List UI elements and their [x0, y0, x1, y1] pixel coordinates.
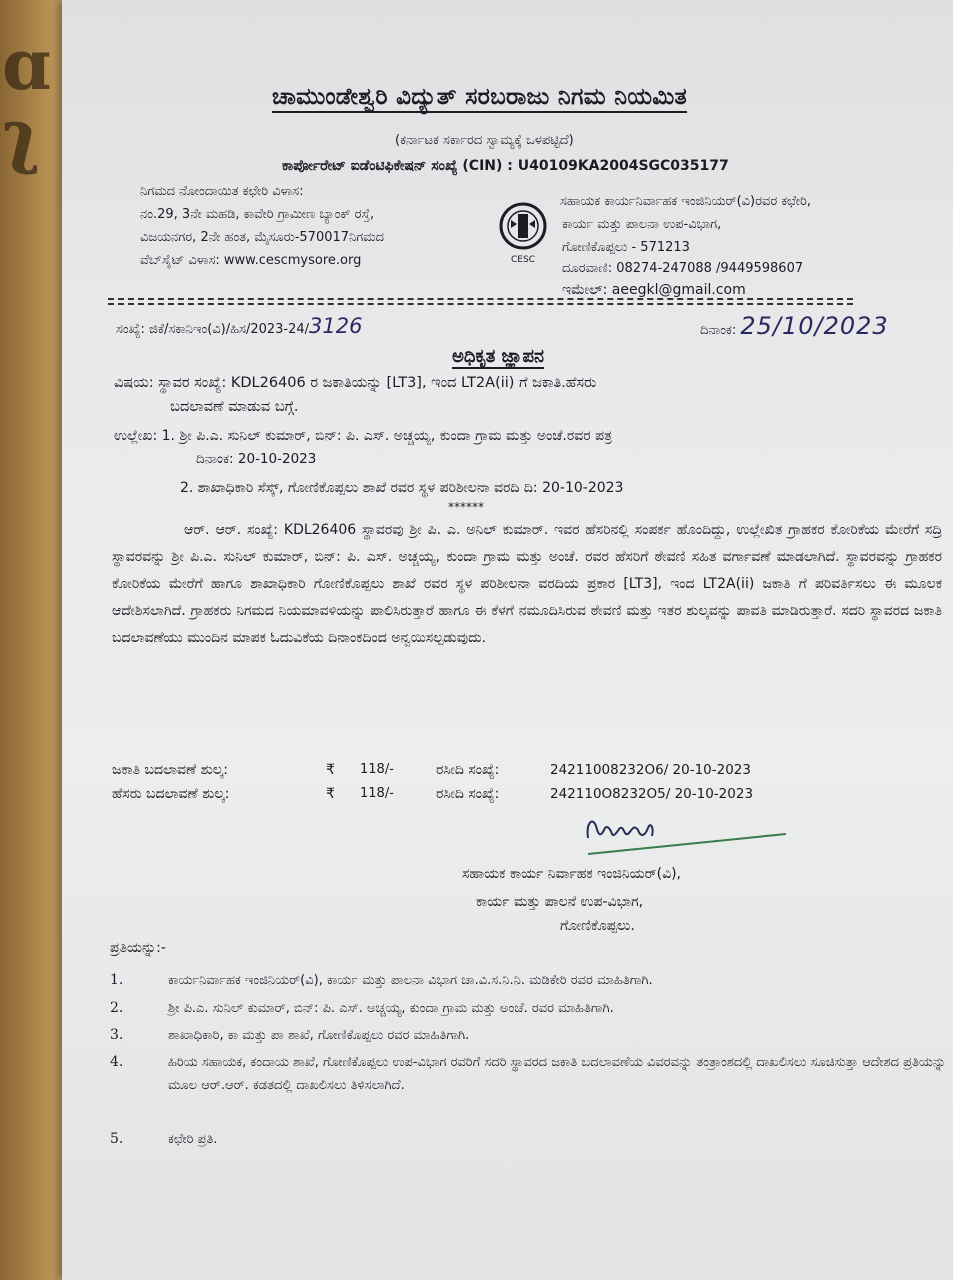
- signature-stroke: [588, 830, 788, 860]
- copy-number: 4.: [110, 1054, 124, 1070]
- memo-heading: ಅಧಿಕೃತ ಜ್ಞಾಪನ: [452, 346, 545, 367]
- header-divider: [108, 298, 853, 300]
- receipt-number: 242110O8232O5/ 20-10-2023: [550, 786, 754, 802]
- copy-number: 5.: [110, 1131, 124, 1147]
- copy-item: [110, 1051, 950, 1123]
- receipt-label: ರಸೀದಿ ಸಂಖ್ಯೆ:: [436, 786, 500, 802]
- cin-line: ಕಾರ್ಪೋರೇಟ್ ಐಡೆಂಟಿಫಿಕೇಷನ್ ಸಂಖ್ಯೆ (CIN) : U40109KA2004SGC035177: [282, 158, 729, 174]
- copy-text: ಕಾರ್ಯನಿರ್ವಾಹಕ ಇಂಜಿನಿಯರ್(ವಿ), ಕಾರ್ಯ ಮತ್ತು ಪಾಲನಾ ವಿಭಾಗ ಚಾ.ವಿ.ಸ.ನಿ.ನಿ. ಮಡಿಕೇರಿ ರವರ ಮಾಹಿತಿಗಾಗಿ.: [168, 973, 653, 988]
- copy-item: [110, 1128, 950, 1152]
- reference-line: 2. ಶಾಖಾಧಿಕಾರಿ ಸೆಸ್ಕ್, ಗೋಣಿಕೊಪ್ಪಲು ಶಾಖೆ ರವರ ಸ್ಥಳ ಪರಿಶೀಲನಾ ವರದಿ ದಿ: 20-10-2023: [180, 480, 624, 496]
- right-address-line: ಸಹಾಯಕ ಕಾರ್ಯನಿರ್ವಾಹಕ ಇಂಜಿನಿಯರ್(ವಿ)ರವರ ಕಛೇರಿ,: [560, 194, 811, 209]
- left-address-line: ನಂ.29, 3ನೇ ಮಹಡಿ, ಕಾವೇರಿ ಗ್ರಾಮೀಣ ಬ್ಯಾಂಕ್ ರಸ್ತೆ,: [140, 207, 375, 222]
- copy-text: ಶ್ರೀ ಪಿ.ಎ. ಸುನಿಲ್ ಕುಮಾರ್, ಬಿನ್: ಪಿ. ಎಸ್. ಅಚ್ಚಯ್ಯ, ಕುಂದಾ ಗ್ರಾಮ ಮತ್ತು ಅಂಚೆ. ರವರ ಮಾಹಿತಿಗಾಗಿ.: [168, 1001, 614, 1016]
- fee-currency: ₹: [326, 762, 335, 778]
- background-surface: [0, 0, 70, 1280]
- right-address-line: ಗೋಣಿಕೊಪ್ಪಲು - 571213: [562, 240, 690, 255]
- background-scribble: ɑ ʅ: [2, 23, 51, 176]
- copies-label: ಪ್ರತಿಯನ್ನು:-: [110, 940, 166, 956]
- fee-amount: 118/-: [360, 762, 394, 777]
- copy-text: ಕಛೇರಿ ಪ್ರತಿ.: [168, 1132, 218, 1147]
- org-subtitle: (ಕರ್ನಾಟಕ ಸರ್ಕಾರದ ಸ್ವಾಮ್ಯಕ್ಕೆ ಒಳಪಟ್ಟಿದೆ): [395, 133, 574, 148]
- cesc-logo: [497, 198, 549, 266]
- signatory-subdivision: ಕಾರ್ಯ ಮತ್ತು ಪಾಲನೆ ಉಪ-ವಿಭಾಗ,: [476, 894, 644, 910]
- copy-number: 3.: [110, 1027, 124, 1043]
- phone-line: ದೂರವಾಣಿ: 08274-247088 /9449598607: [562, 261, 804, 276]
- copy-item: [110, 997, 950, 1021]
- right-address-line: ಕಾರ್ಯ ಮತ್ತು ಪಾಲನಾ ಉಪ-ವಿಭಾಗ,: [562, 217, 722, 232]
- date-handwritten: 25/10/2023: [740, 312, 889, 340]
- reference-line: ಉಲ್ಲೇಖ: 1. ಶ್ರೀ ಪಿ.ಎ. ಸುನಿಲ್ ಕುಮಾರ್, ಬಿನ್: ಪಿ. ಎಸ್. ಅಚ್ಚಯ್ಯ, ಕುಂದಾ ಗ್ರಾಮ ಮತ್ತು ಅಂಚೆ.ರವರ ಪತ್ರ: [114, 428, 613, 444]
- copy-item: [110, 1024, 950, 1048]
- copy-item: [110, 969, 950, 993]
- left-address-line: ನಿಗಮದ ನೋಂದಾಯಿತ ಕಛೇರಿ ವಿಳಾಸ:: [140, 184, 304, 199]
- receipt-label: ರಸೀದಿ ಸಂಖ್ಯೆ:: [436, 762, 500, 778]
- ref-number: [116, 314, 363, 338]
- copy-number: 2.: [110, 1000, 124, 1016]
- date-label: ದಿನಾಂಕ:: [700, 323, 737, 338]
- ref-number-handwritten: 3126: [309, 314, 363, 338]
- copy-number: 1.: [110, 972, 124, 988]
- website-line[interactable]: ವೆಬ್‌ಸೈಟ್ ವಿಳಾಸ: www.cescmysore.org: [140, 253, 362, 268]
- signatory-place: ಗೋಣಿಕೊಪ್ಪಲು.: [560, 918, 635, 934]
- fee-label: ಜಕಾತಿ ಬದಲಾವಣೆ ಶುಲ್ಕ:: [112, 762, 228, 778]
- subject-line: ವಿಷಯ: ಸ್ಥಾವರ ಸಂಖ್ಯೆ: KDL26406 ರ ಜಕಾತಿಯನ್ನು [LT3], ಇಂದ LT2A(ii) ಗೆ ಜಕಾತಿ.ಹೆಸರು: [114, 375, 597, 391]
- org-name: ಚಾಮುಂಡೇಶ್ವರಿ ವಿದ್ಯುತ್ ಸರಬರಾಜು ನಿಗಮ ನಿಯಮಿತ: [272, 84, 687, 113]
- memo-body: ಆರ್. ಆರ್. ಸಂಖ್ಯೆ: KDL26406 ಸ್ಥಾವರವು ಶ್ರೀ ಪಿ. ಎ. ಅನಿಲ್ ಕುಮಾರ್. ಇವರ ಹೆಸರಿನಲ್ಲಿ ಸಂಪರ್ಕ ಹೊಂದಿದ್ದು, ಉಲ್ಲೇಖಿತ ಗ್ರಾಹಕರ ಕೋರಿಕೆಯ ಮೇರೆಗೆ ಸದ್ರಿ ಸ್ಥಾವರವನ್ನು ಶ್ರೀ ಪಿ.ಎ. ಸುನಿಲ್ ಕುಮಾರ್, ಬಿನ್: ಪಿ. ಎಸ್. ಅಚ್ಚಯ್ಯ, ಕುಂದಾ ಗ್ರಾಮ ಮತ್ತು ಅಂಚೆ. ರವರ ಹೆಸರಿಗೆ ಠೇವಣಿ ಸಹಿತ ವರ್ಗಾವಣೆ ಮಾಡಲಾಗಿದೆ. ಸ್ಥಾವರವನ್ನು ಗ್ರಾಹಕರ ಕೋರಿಕೆಯ ಮೇರೆಗೆ ಹಾಗೂ ಶಾಖಾಧಿಕಾರಿ ಗೋಣಿಕೊಪ್ಪಲು ಶಾಖೆ ರವರ ಸ್ಥಳ ಪರಿಶೀಲನಾ ವರದಿಯ ಪ್ರಕಾರ [LT3], ಇಂದ LT2A(ii) ಜಕಾತಿ ಗೆ ಪರಿವರ್ತಿಸಲು ಈ ಮೂಲಕ ಆದೇಶಿಸಲಾಗಿದೆ. ಗ್ರಾಹಕರು ನಿಗಮದ ನಿಯಮಾವಳಿಯನ್ನು ಪಾಲಿಸಿರುತ್ತಾರೆ ಹಾಗೂ ಈ ಕೆಳಗೆ ನಮೂದಿಸಿರುವ ಠೇವಣಿ ಮತ್ತು ಇತರ ಶುಲ್ಕವನ್ನು ಪಾವತಿ ಮಾಡಿರುತ್ತಾರೆ. ಸದರಿ ಸ್ಥಾವರದ ಜಕಾತಿ ಬದಲಾವಣೆಯು ಮುಂದಿನ ಮಾಪಕ ಓದುವಿಕೆಯ ದಿನಾಂಕದಿಂದ ಅನ್ವಯಿಸಲ್ಪಡುವುದು.: [112, 522, 942, 646]
- logo-text: CESC: [511, 255, 535, 265]
- copy-text: ಹಿರಿಯ ಸಹಾಯಕ, ಕಂದಾಯ ಶಾಖೆ, ಗೋಣಿಕೊಪ್ಪಲು ಉಪ-ವಿಭಾಗ ರವರಿಗೆ ಸದರಿ ಸ್ಥಾವರದ ಜಕಾತಿ ಬದಲಾವಣೆಯ ವಿವರವನ್ನು ತಂತ್ರಾಂಶದಲ್ಲಿ ದಾಖಲಿಸಲು ಸೂಚಿಸುತ್ತಾ ಆದೇಶದ ಪ್ರತಿಯನ್ನು ಮೂಲ ಆರ್.ಆರ್. ಕಡತದಲ್ಲಿ ದಾಖಲಿಸಲು ತಿಳಿಸಲಾಗಿದೆ.: [168, 1055, 946, 1093]
- subject-line: ಬದಲಾವಣೆ ಮಾಡುವ ಬಗ್ಗೆ.: [170, 399, 299, 415]
- ref-date: [700, 312, 889, 340]
- header-divider: [108, 303, 853, 305]
- fee-label: ಹೆಸರು ಬದಲಾವಣೆ ಶುಲ್ಕ:: [112, 786, 230, 802]
- email-line[interactable]: ಇಮೇಲ್: aeegkl@gmail.com: [562, 282, 746, 298]
- fee-currency: ₹: [326, 786, 335, 802]
- left-address-line: ವಿಜಯನಗರ, 2ನೇ ಹಂತ, ಮೈಸೂರು-570017ನಿಗಮದ: [140, 230, 385, 245]
- separator-stars: ******: [448, 500, 484, 514]
- ref-number-prefix: ಸಂಖ್ಯೆ: ಜಿಕೆ/ಸಕಾನಿಇಂ(ವಿ)/ಹಿಸ/2023-24/: [116, 322, 310, 337]
- fee-amount: 118/-: [360, 786, 394, 801]
- copy-text: ಶಾಖಾಧಿಕಾರಿ, ಕಾ ಮತ್ತು ಪಾ ಶಾಖೆ, ಗೋಣಿಕೊಪ್ಪಲು ರವರ ಮಾಹಿತಿಗಾಗಿ.: [168, 1028, 470, 1043]
- receipt-number: 24211008232O6/ 20-10-2023: [550, 762, 751, 778]
- signatory-title: ಸಹಾಯಕ ಕಾರ್ಯ ನಿರ್ವಾಹಕ ಇಂಜಿನಿಯರ್(ವಿ),: [462, 866, 682, 882]
- reference-line: ದಿನಾಂಕ: 20-10-2023: [196, 451, 317, 467]
